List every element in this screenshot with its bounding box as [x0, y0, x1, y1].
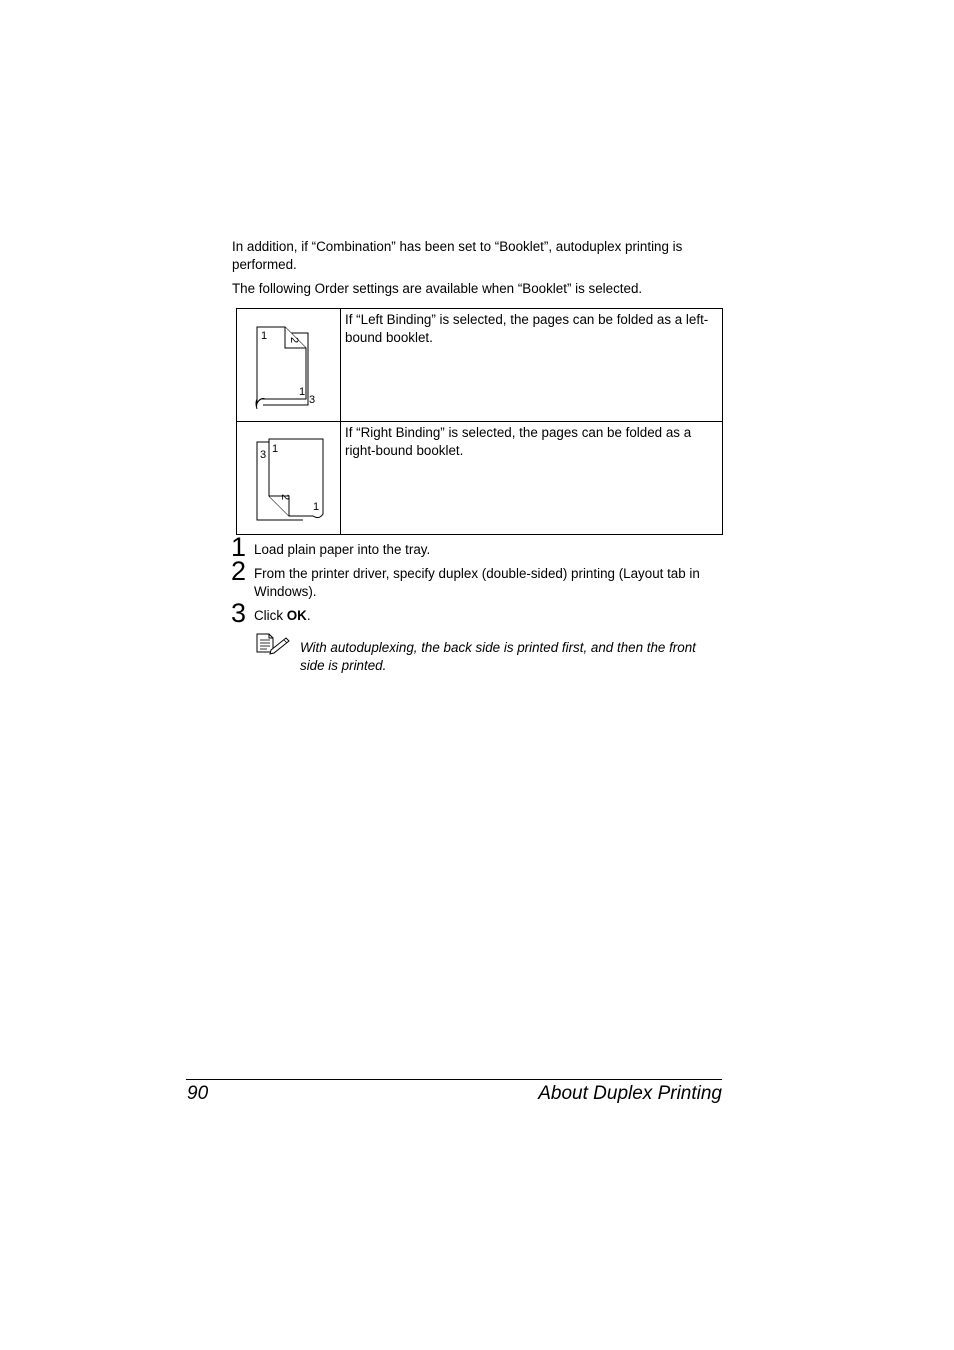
right-binding-label-c: 2: [279, 494, 291, 501]
right-binding-label-a: 3: [260, 449, 267, 461]
step-text: Load plain paper into the tray.: [254, 542, 431, 557]
step-number: 3: [231, 598, 247, 628]
left-binding-label-d: 3: [309, 394, 316, 406]
footer-divider: [186, 1079, 722, 1080]
ok-label: OK: [286, 608, 307, 623]
left-binding-booklet-icon: [253, 321, 325, 411]
step-text: From the printer driver, specify duplex (double-sided) printing (Layout tab in Windows).: [254, 566, 700, 599]
intro-paragraph-1: In addition, if “Combination” has been set to “Booklet”, autoduplex printing is performed.: [232, 239, 683, 272]
left-binding-illustration-cell: [237, 309, 341, 422]
booklet-order-table: [236, 308, 723, 535]
step-text: [254, 607, 724, 625]
note-pencil-icon: [255, 632, 291, 656]
right-binding-label-b: 1: [272, 443, 279, 455]
right-binding-label-d: 1: [313, 501, 320, 513]
page-number: 90: [187, 1083, 209, 1104]
table-row-right-binding: [237, 422, 723, 535]
intro-paragraph-2: The following Order settings are available when “Booklet” is selected.: [232, 281, 643, 296]
table-row-left-binding: [237, 309, 723, 422]
left-binding-description: If “Left Binding” is selected, the pages can be folded as a left-bound booklet.: [341, 309, 723, 422]
step-number: 1: [231, 532, 247, 562]
right-binding-illustration-cell: [237, 422, 341, 535]
step-text-after: .: [306, 608, 311, 623]
right-binding-booklet-icon: [253, 434, 325, 524]
step-number: 2: [231, 556, 247, 586]
left-binding-label-c: 1: [299, 386, 306, 398]
section-title: About Duplex Printing: [538, 1083, 722, 1104]
left-binding-label-b: 2: [288, 337, 300, 344]
note-text: With autoduplexing, the back side is printed first, and then the front side is printed.: [300, 640, 696, 673]
left-binding-label-a: 1: [261, 330, 268, 342]
right-binding-description: If “Right Binding” is selected, the pages can be folded as a right-bound booklet.: [341, 422, 723, 535]
step-text-before: Click: [254, 608, 287, 623]
